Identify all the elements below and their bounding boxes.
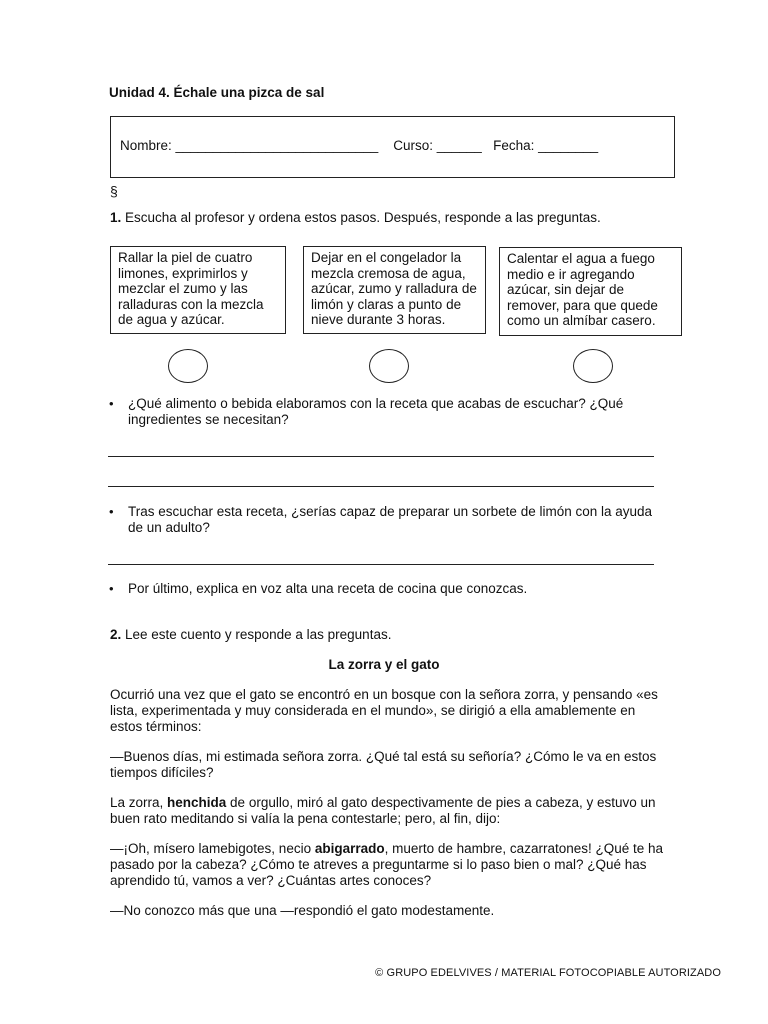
p3-part-b: de orgullo, miró al gato despectivamente de pies a cabeza, y estuvo un buen rato meditando si valía la pena contestarle; pero, al fin, dijo: bbox=[110, 795, 656, 826]
step-box-2: Dejar en el congelador la mezcla cremosa de agua, azúcar, zumo y ralladura de limón y claras a punto de nieve durante 3 horas. bbox=[303, 246, 486, 334]
fecha-field[interactable]: Fecha: ________ bbox=[493, 138, 599, 153]
p3-part-a: La zorra, bbox=[110, 795, 168, 810]
p4-part-a: —¡Oh, mísero lamebigotes, necio bbox=[110, 841, 315, 856]
order-circle-3[interactable] bbox=[573, 349, 613, 383]
nombre-field[interactable]: Nombre: ___________________________ bbox=[120, 138, 379, 153]
p4-bold-word: abigarrado bbox=[314, 841, 385, 856]
section-mark: § bbox=[110, 183, 118, 199]
copyright-footer: © GRUPO EDELVIVES / MATERIAL FOTOCOPIABLE AUTORIZADO bbox=[375, 967, 721, 979]
story-paragraph-2: —Buenos días, mi estimada señora zorra. ¿Qué tal está su señoría? ¿Cómo le va en estos tiempos difíciles? bbox=[110, 749, 657, 780]
question-3-text: Por último, explica en voz alta una receta de cocina que conozcas. bbox=[128, 581, 528, 596]
answer-line-1a[interactable] bbox=[108, 456, 654, 457]
story-title: La zorra y el gato bbox=[328, 657, 440, 672]
student-info-line bbox=[120, 138, 598, 153]
unit-title: Unidad 4. Échale una pizca de sal bbox=[109, 85, 325, 100]
answer-line-2[interactable] bbox=[108, 564, 654, 565]
bullet-icon: • bbox=[109, 581, 114, 596]
story-paragraph-5: —No conozco más que una —respondió el gato modestamente. bbox=[110, 903, 495, 918]
p4-part-b: , muerto de hambre, cazarratones! ¿Qué te ha pasado por la cabeza? ¿Cómo te atreves a preguntarme si lo paso bien o mal? ¿Qué has aprendido tú, vamos a ver? ¿Cuántas artes conoces? bbox=[110, 841, 664, 888]
question-2-text: Tras escuchar esta receta, ¿serías capaz de preparar un sorbete de limón con la ayuda de un adulto? bbox=[128, 504, 653, 535]
question-1-text: ¿Qué alimento o bebida elaboramos con la receta que acabas de escuchar? ¿Qué ingredientes se necesitan? bbox=[128, 396, 624, 427]
exercise2-number: 2. bbox=[110, 627, 122, 642]
question-1 bbox=[109, 396, 669, 428]
story-paragraph-3 bbox=[110, 795, 670, 827]
curso-field[interactable]: Curso: ______ bbox=[393, 138, 482, 153]
bullet-icon: • bbox=[109, 504, 114, 519]
story-paragraph-1: Ocurrió una vez que el gato se encontró en un bosque con la señora zorra, y pensando «es lista, experimentada y muy considerada en el mundo», se dirigió a ella amablemente en estos términos: bbox=[110, 687, 658, 734]
exercise2-text: Lee este cuento y responde a las preguntas. bbox=[121, 627, 392, 642]
question-2 bbox=[109, 504, 669, 536]
story-paragraph-4 bbox=[110, 841, 670, 889]
exercise1-instruction bbox=[110, 210, 601, 225]
exercise1-number: 1. bbox=[110, 210, 122, 225]
step-box-1: Rallar la piel de cuatro limones, exprimirlos y mezclar el zumo y las ralladuras con la mezcla de agua y azúcar. bbox=[110, 246, 286, 334]
step-box-3: Calentar el agua a fuego medio e ir agregando azúcar, sin dejar de remover, para que quede como un almíbar casero. bbox=[499, 247, 682, 336]
order-circle-1[interactable] bbox=[168, 349, 208, 383]
order-circle-2[interactable] bbox=[369, 349, 409, 383]
p3-bold-word: henchida bbox=[167, 795, 227, 810]
question-3 bbox=[109, 581, 669, 597]
bullet-icon: • bbox=[109, 396, 114, 411]
exercise2-instruction bbox=[110, 627, 391, 642]
exercise1-text: Escucha al profesor y ordena estos pasos. Después, responde a las preguntas. bbox=[121, 210, 601, 225]
answer-line-1b[interactable] bbox=[108, 486, 654, 487]
